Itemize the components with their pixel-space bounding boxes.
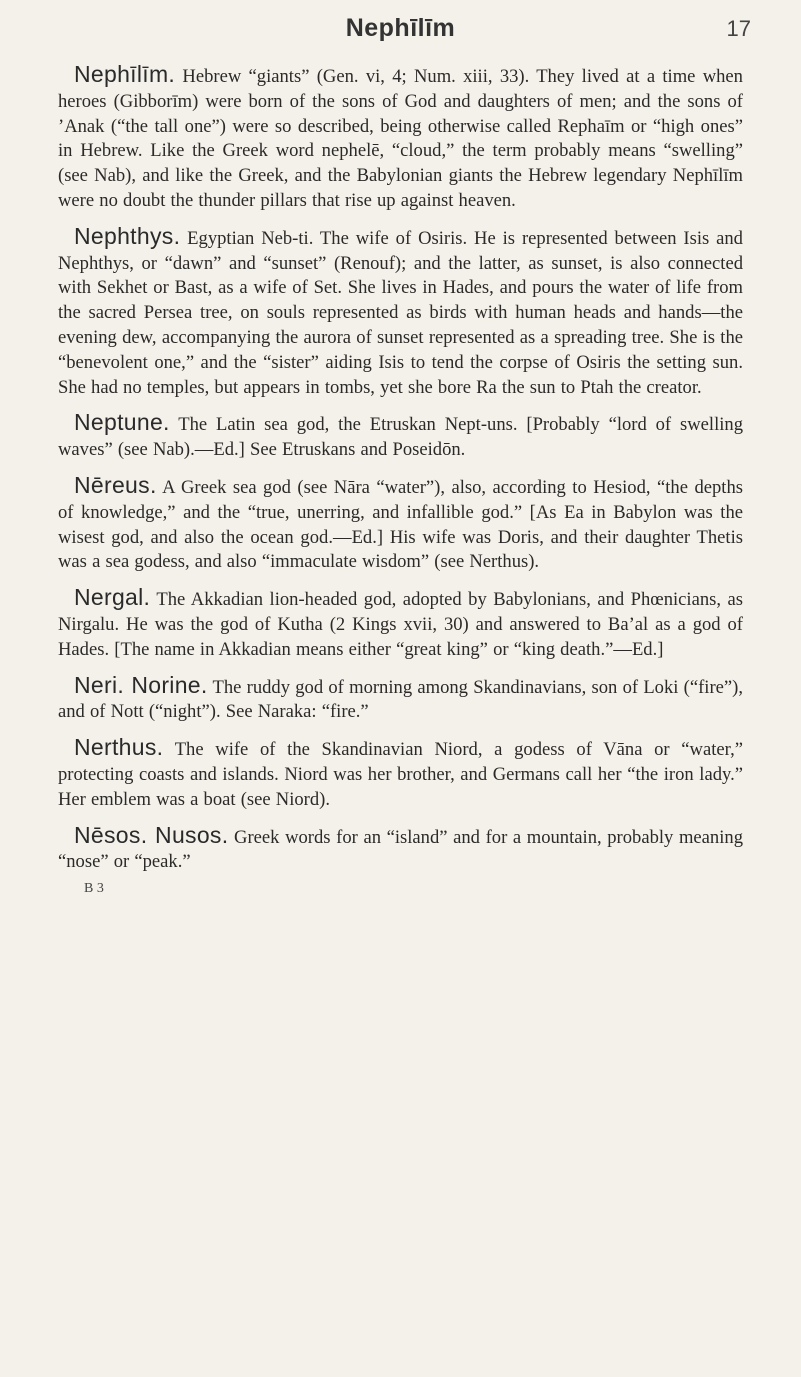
entry-text: The wife of the Skandinavian Niord, a godess of Vāna or “water,” protecting coasts and islands. Niord was her brother, and Germans call her “the iron lady.” Her emblem was a boat (see Niord). <box>58 739 744 810</box>
entry-nerthus <box>58 735 743 812</box>
headword: Neri. Norine. <box>74 671 208 698</box>
headword: Nephīlīm. <box>74 61 176 87</box>
entry-text: The Latin sea god, the Etruskan Nept-uns. [Probably “lord of swelling waves” (see Nab).—Ed.] See Etruskans and Poseidōn. <box>58 414 743 461</box>
headword: Nergal. <box>74 584 151 611</box>
entry-list <box>58 62 743 875</box>
entry-nephilim <box>58 62 743 214</box>
entry-text: Egyptian Neb-ti. The wife of Osiris. He is represented between Isis and Nephthys, or “dawn” and “sunset” (Renouf); and the latter, as sunset, is also connected with Sekhet or Bast, as a wife of Set. She lives in Hades, and pours the water of life from the sacred Persea tree, on souls represented as birds with human heads and hands—the evening dew, accompanying the aurora of sunset represented as a spreading tree. She is the “benevolent one,” and the “sister” aiding Isis to tend the corpse of Osiris the setting sun. She had no temples, but appears in tombs, yet she bore Ra the sun to Ptah the creator. <box>58 227 743 398</box>
headword: Nephthys. <box>74 222 181 249</box>
entry-text: Hebrew “giants” (Gen. vi, 4; Num. xiii, 33). They lived at a time when heroes (Gibborīm) were born of the sons of God and daughters of men; and the sons of ’Anak (“the tall one”) were so described, being otherwise called Rephaīm or “high ones” in Hebrew. Like the Greek word nephelē, “cloud,” the term probably means “swelling” (see Nab), and like the Greek, and the Babylonian giants the Hebrew legendary Nephīlīm were no doubt the thunder pillars that rise up against heaven. <box>58 66 743 211</box>
headword: Nēreus. <box>74 471 157 498</box>
entry-text: The Akkadian lion-headed god, adopted by Babylonians, and Phœnicians, as Nirgalu. He was the god of Kutha (2 Kings xvii, 30) and answered to Ba’al as a god of Hades. [The name in Akkadian means either “great king” or “king death.”—Ed.] <box>58 589 744 660</box>
headword: Nerthus. <box>74 734 164 761</box>
entry-text: The ruddy god of morning among Skandinavians, son of Loki (“fire”), and of Nott (“night”). See Naraka: “fire.” <box>58 676 744 723</box>
running-title: Nephīlīm <box>345 14 456 42</box>
entry-nesos-nusos <box>58 823 743 876</box>
entry-nephthys <box>58 224 743 401</box>
entry-text: A Greek sea god (see Nāra “water”), also, according to Hesiod, “the depths of knowledge,” and the “true, unerring, and infallible god.” [As Ea in Babylon was the wisest god, and also the ocean god.—Ed.] His wife was Doris, and their daughter Thetis was a sea godess, and also “immaculate wisdom” (see Nerthus). <box>58 476 743 573</box>
page-number: 17 <box>726 16 751 41</box>
running-head <box>58 0 751 60</box>
entry-neptune <box>58 410 743 463</box>
entry-text: Greek words for an “island” and for a mountain, probably meaning “nose” or “peak.” <box>58 826 743 873</box>
signature-mark: B 3 <box>84 881 104 897</box>
entry-nergal <box>58 585 743 662</box>
entry-nereus <box>58 473 743 575</box>
headword: Nēsos. Nusos. <box>74 821 229 848</box>
entry-neri-norine <box>58 673 743 726</box>
headword: Neptune. <box>74 409 170 436</box>
